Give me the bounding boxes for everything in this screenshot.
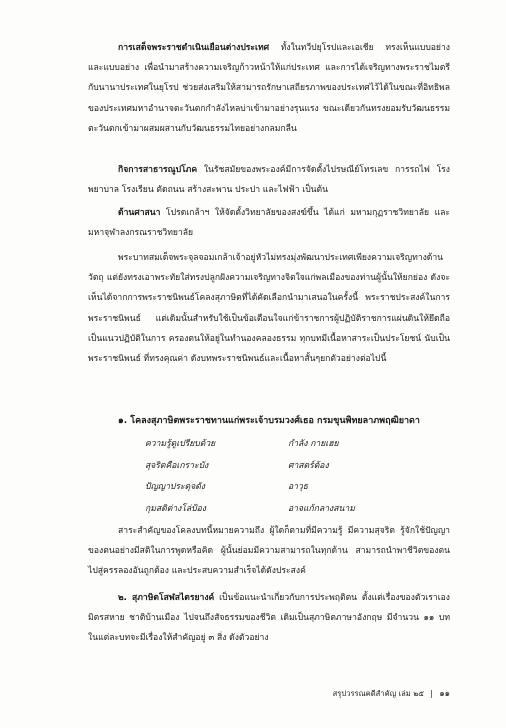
page-number: ๑๑ [439, 688, 450, 698]
paragraph-text: ในรัชสมัยของพระองค์มีการจัดตั้งไปรษณีย์โทรเลข การรถไฟ โรง พยาบาล โรงเรียน ตัดถนน สร้างสะพาน ประปา และไฟฟ้า เป็นต้น [88, 165, 450, 196]
paragraph-foreign-visits [88, 38, 450, 139]
verse-line [145, 479, 445, 501]
verse-first-half: ปัญญาประดุจดัง [145, 482, 206, 492]
section-title: ๑. โคลงสุภาษิตพระราชทานแก่พระเจ้าบรมวงศ์เธอ กรมขุนพิทยลาภพฤฒิยาดา [118, 416, 420, 426]
verse-block [145, 436, 445, 522]
paragraph-heading: กิจการสาธารณูปโภค [118, 165, 198, 175]
paragraph-religion [88, 203, 450, 243]
verse-first-half: กุมสติต่างโล่ป้อง [145, 503, 206, 514]
page-footer [300, 686, 450, 700]
verse-second-half: อาจแก้กลางสนาม [288, 503, 355, 514]
paragraph-public-utilities [88, 160, 450, 200]
paragraph-text: เป็นข้อแนะนำเกี่ยวกับการประพฤติตน ตั้งแต่เรื่องของตัวเราเอง มิตรสหาย ชาติบ้านเมือง ไปจนถึงสัจธรรมของชีวิต เดิมเป็นสุภาษิตภาษาอังกฤษ มีจำนวน ๑๑ บท ในแต่ละบทจะมีเรื่องให้สำคัญอยู่ ๓ สิ่ง ดังตัวอย่าง [88, 593, 450, 644]
verse-second-half: อาวุธ [288, 482, 309, 492]
verse-second-half: ศาสตร์ต้อง [288, 460, 329, 471]
verse-second-half: กำลัง กายเฮย [288, 439, 339, 449]
paragraph-royal-compositions [88, 248, 450, 369]
verse-first-half: สุจริตคือเกราะบัง [145, 460, 209, 471]
paragraph-text: ทั้งในทวีปยุโรปและเอเชีย ทรงเห็นแบบอย่าง และแบบอย่าง เพื่อนำมาสร้างความเจริญก้าวหน้าให้แก่ประเทศ และการได้เจริญทางพระราชไมตรี กับนานาประเทศในยุโรป ช่วยส่งเสริมให้สามารถรักษาเสถียรภาพของประเทศไว้ได้ในขณะที่อิทธิพล ของประเทศมหาอำนาจตะวันตกกำลังไหลบ่าเข้ามาอย่างรุนแรง ขณะเดียวกันทรงยอมรับวัฒนธรรม ตะวันตกเข้ามาผสมผสานกับวัฒนธรรมไทยอย่างกลมกลืน [88, 43, 450, 134]
paragraph-proverbs [88, 588, 450, 649]
footer-series: สรุปวรรณคดีสำคัญ เล่ม ๒๕ [332, 689, 424, 698]
footer-separator: | [430, 689, 433, 698]
paragraph-heading: ๒. สุภาษิตโสฬสไตรยางค์ [118, 593, 215, 603]
paragraph-heading: การเสด็จพระราชดำเนินเยือนต่างประเทศ [118, 43, 270, 53]
paragraph-verse-meaning [88, 521, 450, 582]
paragraph-heading: ด้านศาสนา [118, 208, 161, 218]
verse-line [145, 501, 445, 523]
verse-line [145, 458, 445, 480]
paragraph-text: สาระสำคัญของโคลงบทนี้หมายความถึง ผู้ใดก็ตามที่มีความรู้ มีความสุจริต รู้จักใช้ปัญญา ของตนอย่างมีสติในการพูดหรือคิด ผู้นั้นย่อมมีความสามารถในทุกด้าน สามารถนำพาชีวิตของตน ไปสู่ครรลองอันถูกต้อง และประสบความสำเร็จได้ดังประสงค์ [88, 526, 450, 577]
verse-line [145, 436, 445, 458]
paragraph-text: พระบาทสมเด็จพระจุลจอมเกล้าเจ้าอยู่หัวไม่ทรงมุ่งพัฒนาประเทศเพียงความเจริญทางด้านวัตถุ แต่ยังทรงเอาพระทัยใส่ทรงปลูกฝังความเจริญทางจิตใจแก่พลเมืองของท่านผู้นั้นให้ยกย่อง ดังจะเห็นได้จากการพระราชนิพนธ์โคลงสุภาษิตที่ได้คัดเลือกนำมาเสนอในครั้งนี้ พระราชประสงค์ในการพระราชนิพนธ์ แต่เดิมนั้นสำหรับใช้เป็นข้อเตือนใจแก่ข้าราชการผู้ปฏิบัติราชการแผ่นดินให้ยึดถือเป็นแนวปฏิบัติในการ ครองตนให้อยู่ในทำนองคลองธรรม ทุกบทมีเนื้อหาสาระเป็นประโยชน์ นับเป็นพระราชนิพนธ์ ที่ทรงคุณค่า ดังบทพระราชนิพนธ์และเนื้อหาสั้นๆยกตัวอย่างต่อไปนี้ [88, 253, 450, 365]
verse-first-half: ความรู้ดูเปรียบด้วย [145, 439, 216, 449]
paragraph-text: โปรดเกล้าฯ ให้จัดตั้งวิทยาลัยของสงฆ์ขึ้น ได้แก่ มหามกุฏราชวิทยาลัย และ มหาจุฬาลงกรณราชวิทยาลัย [88, 208, 450, 239]
